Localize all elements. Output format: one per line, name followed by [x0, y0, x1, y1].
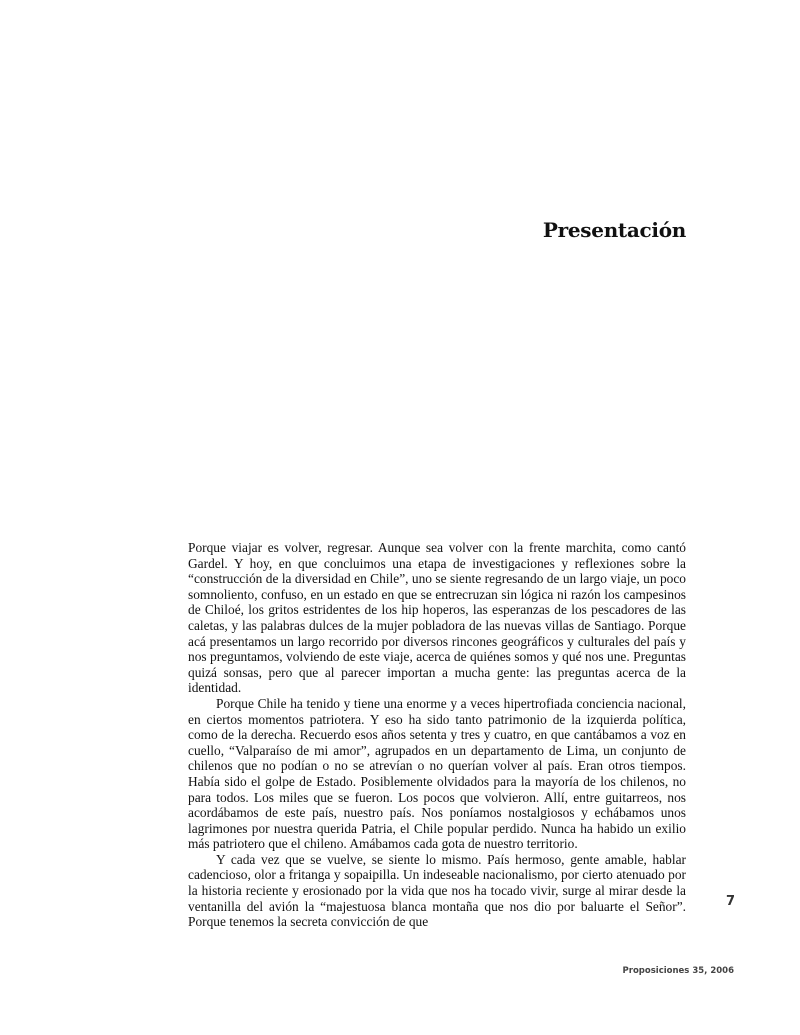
paragraph: Porque Chile ha tenido y tiene una enorme y a veces hipertrofiada conciencia nacional, en ciertos momentos patriotera. Y eso ha sido tanto patrimonio de la izquierda política, como de la derecha. Recuerdo esos años setenta y tres y cuatro, en que cantábamos a voz en cuello, “Valparaíso de mi amor”, agrupados en un departamento de Lima, un conjunto de chilenos que no podían o no se atrevían o no querían volver al país. Eran otros tiempos. Había sido el golpe de Estado. Posiblemente olvidados para la mayoría de los chilenos, no para todos. Los miles que se fueron. Los pocos que volvieron. Allí, entre guitarreos, nos acordábamos de este país, nuestro país. Nos poníamos nostalgiosos y echábamos unos lagrimones por nuestra querida Patria, el Chile popular perdido. Nunca ha habido un exilio más patriotero que el chileno. Amábamos cada gota de nuestro territorio.: [188, 695, 686, 852]
page-number: 7: [726, 894, 736, 909]
paragraph: Porque viajar es volver, regresar. Aunque sea volver con la frente marchita, como cantó Gardel. Y hoy, en que concluimos una etapa de investigaciones y reflexiones sobre la “construcción de la diversidad en Chile”, uno se siente regresando de un largo viaje, un poco somnoliento, confuso, en un estado en que se entrecruzan sin lógica ni razón los campesinos de Chiloé, los gritos estridentes de los hip hoperos, las esperanzas de los pescadores de las caletas, y las palabras dulces de la mujer pobladora de las nuevas villas de Santiago. Porque acá presentamos un largo recorrido por diversos rincones geográficos y culturales del país y nos preguntamos, volviendo de este viaje, acerca de quiénes somos y qué nos une. Preguntas quizá sonsas, pero que al parecer importan a mucha gente: las preguntas acerca de la identidad.: [188, 540, 686, 696]
paragraph: Y cada vez que se vuelve, se siente lo mismo. País hermoso, gente amable, hablar cadencioso, olor a fritanga y sopaipilla. Un indeseable nacionalismo, por cierto atenuado por la historia reciente y erosionado por la vida que nos ha tocado vivir, surge al mirar desde la ventanilla del avión la “majestuosa blanca montaña que nos dio por baluarte el Señor”. Porque tenemos la secreta convicción de que: [188, 851, 686, 930]
body-text: [188, 540, 686, 930]
page-title: Presentación: [542, 218, 686, 242]
running-footer: Proposiciones 35, 2006: [622, 966, 734, 976]
